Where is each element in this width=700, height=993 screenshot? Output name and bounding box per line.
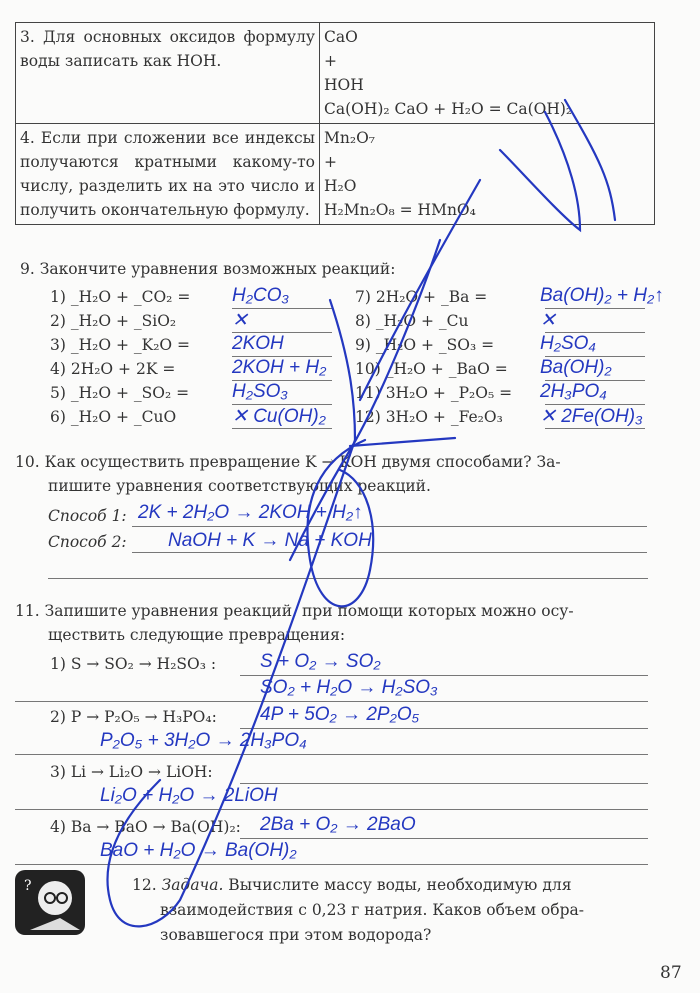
conversion-answer[interactable]: 4P + 5O₂ → 2P₂O₅ bbox=[260, 704, 420, 725]
reaction-equation: 7) 2H₂O + _Ba = bbox=[355, 288, 488, 306]
reaction-answer[interactable]: 2KOH bbox=[232, 333, 284, 354]
task12-line2: взаимодействия с 0,23 г натрия. Каков объем обра- bbox=[160, 901, 584, 919]
example-line: + bbox=[324, 52, 337, 70]
rules-table bbox=[15, 22, 655, 225]
task10-title: 10. Как осуществить превращение K → KOH двумя способами? За- bbox=[15, 453, 561, 471]
rule-text: 4. Если при сложении все индексы получаются кратными какому-то числу, разделить их на это число и получить окончательную формулу. bbox=[16, 124, 320, 225]
conversion-answer[interactable]: P₂O₅ + 3H₂O → 2H₃PO₄ bbox=[100, 730, 307, 751]
thinking-student-icon bbox=[10, 860, 90, 940]
task12-number: 12. bbox=[132, 876, 157, 894]
task11-title-cont: ществить следующие превращения: bbox=[48, 626, 346, 644]
reaction-answer[interactable]: ✕ bbox=[232, 310, 248, 331]
task9-title: 9. Закончите уравнения возможных реакций: bbox=[20, 260, 396, 278]
conversion-answer[interactable]: BaO + H₂O → Ba(OH)₂ bbox=[100, 840, 297, 861]
conversion-label: 4) Ba → BaO → Ba(OH)₂: bbox=[50, 818, 241, 836]
answer-line bbox=[15, 754, 648, 755]
conversion-answer[interactable]: S + O₂ → SO₂ bbox=[260, 651, 381, 672]
reaction-equation: 6) _H₂O + _CuO bbox=[50, 408, 177, 426]
rule-example bbox=[320, 124, 655, 225]
page-number: 87 bbox=[660, 963, 682, 983]
task10-title-cont: пишите уравнения соответствующих реакций. bbox=[48, 477, 431, 495]
reaction-equation: 10) _H₂O + _BaO = bbox=[355, 360, 508, 378]
reaction-equation: 1) _H₂O + _CO₂ = bbox=[50, 288, 191, 306]
rule-example bbox=[320, 23, 655, 124]
example-line: Ca(OH)₂ CaO + H₂O = Ca(OH)₂ bbox=[324, 100, 573, 118]
way2-label: Способ 2: bbox=[48, 533, 127, 551]
task12-text: Вычислите массу воды, необходимую для bbox=[223, 876, 572, 894]
reaction-answer[interactable]: H₂SO₃ bbox=[232, 381, 288, 402]
rule-text: 3. Для основных оксидов формулу воды записать как НОН. bbox=[16, 23, 320, 124]
table-row bbox=[16, 124, 655, 225]
conversion-label: 2) P → P₂O₅ → H₃PO₄: bbox=[50, 708, 217, 726]
reaction-answer[interactable]: 2H₃PO₄ bbox=[540, 381, 607, 402]
reaction-answer[interactable]: ✕ bbox=[540, 310, 556, 331]
answer-line bbox=[232, 428, 332, 429]
task12-line3: зовавшегося при этом водорода? bbox=[160, 926, 432, 944]
task12-line1 bbox=[132, 876, 572, 894]
example-line: Mn₂O₇ bbox=[324, 129, 375, 147]
reaction-equation: 11) 3H₂O + _P₂O₅ = bbox=[355, 384, 513, 402]
answer-line bbox=[240, 838, 648, 839]
table-row bbox=[16, 23, 655, 124]
reaction-answer[interactable]: Ba(OH)₂ bbox=[540, 357, 612, 378]
reaction-answer[interactable]: Ba(OH)₂ + H₂↑ bbox=[540, 285, 664, 306]
example-line: H₂Mn₂O₈ = HMnO₄ bbox=[324, 201, 476, 219]
answer-line bbox=[132, 552, 647, 553]
answer-line bbox=[545, 428, 645, 429]
reaction-equation: 9) _H₂O + _SO₃ = bbox=[355, 336, 495, 354]
svg-text:?: ? bbox=[24, 878, 32, 894]
way1-label: Способ 1: bbox=[48, 507, 127, 525]
reaction-answer[interactable]: ✕ 2Fe(OH)₃ bbox=[540, 406, 643, 427]
reaction-equation: 3) _H₂O + _K₂O = bbox=[50, 336, 191, 354]
answer-line bbox=[48, 578, 648, 579]
answer-line bbox=[15, 701, 648, 702]
answer-line bbox=[240, 675, 648, 676]
conversion-label: 1) S → SO₂ → H₂SO₃ : bbox=[50, 655, 217, 673]
reaction-equation: 2) _H₂O + _SiO₂ bbox=[50, 312, 177, 330]
reaction-answer[interactable]: 2KOH + H₂ bbox=[232, 357, 327, 378]
reaction-answer[interactable]: H₂SO₄ bbox=[540, 333, 597, 354]
reaction-equation: 4) 2H₂O + 2K = bbox=[50, 360, 176, 378]
example-line: HOH bbox=[324, 76, 364, 94]
conversion-answer[interactable]: 2Ba + O₂ → 2BaO bbox=[260, 814, 416, 835]
conversion-answer[interactable]: SO₂ + H₂O → H₂SO₃ bbox=[260, 677, 438, 698]
answer-line bbox=[15, 809, 648, 810]
example-line: H₂O bbox=[324, 177, 357, 195]
answer-line bbox=[240, 728, 648, 729]
example-line: + bbox=[324, 153, 337, 171]
conversion-label: 3) Li → Li₂O → LiOH: bbox=[50, 763, 213, 781]
answer-line bbox=[240, 783, 648, 784]
reaction-answer[interactable]: ✕ Cu(OH)₂ bbox=[232, 406, 326, 427]
answer-line bbox=[15, 864, 648, 865]
answer-line bbox=[545, 308, 645, 309]
answer-line bbox=[132, 526, 647, 527]
reaction-equation: 8) _H₂O + _Cu bbox=[355, 312, 469, 330]
example-line: CaO bbox=[324, 28, 358, 46]
reaction-answer[interactable]: H₂CO₃ bbox=[232, 285, 289, 306]
way1-answer[interactable]: 2K + 2H₂O → 2KOH + H₂↑ bbox=[138, 502, 363, 523]
conversion-answer[interactable]: Li₂O + H₂O → 2LiOH bbox=[100, 785, 278, 806]
reaction-equation: 12) 3H₂O + _Fe₂O₃ bbox=[355, 408, 503, 426]
reaction-equation: 5) _H₂O + _SO₂ = bbox=[50, 384, 190, 402]
task12-label: Задача. bbox=[161, 876, 224, 894]
task11-title: 11. Запишите уравнения реакций, при помощи которых можно осу- bbox=[15, 602, 574, 620]
way2-answer[interactable]: NaOH + K → Na + KOH bbox=[168, 530, 372, 551]
